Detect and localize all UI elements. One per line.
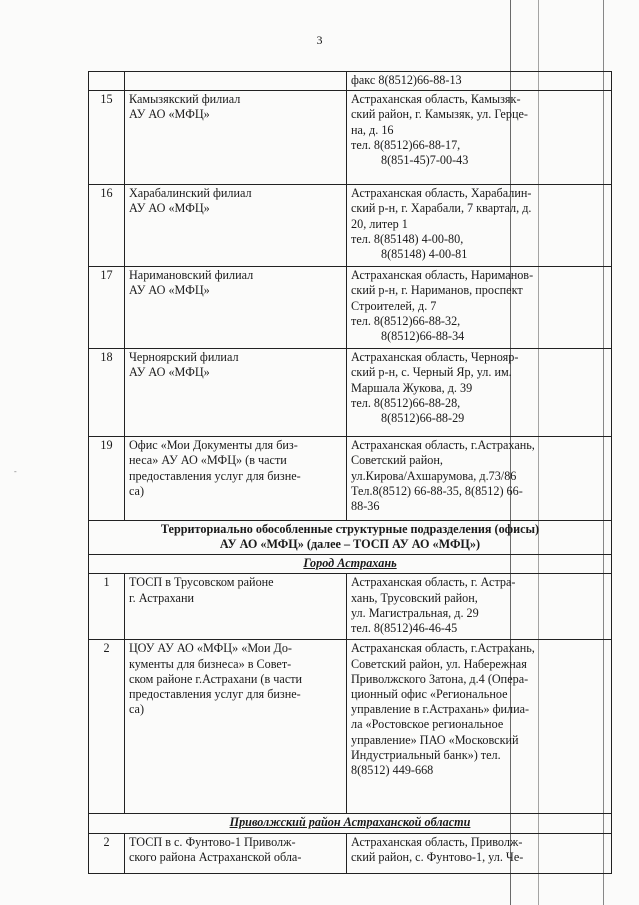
address-line: ла «Ростовское региональное	[351, 717, 504, 732]
phone-line: тел. 8(8512)46-46-45	[351, 621, 458, 636]
phone-line: 8(8512) 449-668	[351, 763, 434, 778]
address-line: Астраханская область, Камызяк-	[351, 92, 521, 107]
office-name-line: кументы для бизнеса» в Совет-	[129, 656, 292, 671]
row-number: 1	[89, 574, 125, 640]
office-name-line: ском районе г.Астрахани (в части	[129, 671, 303, 686]
name-cell	[125, 267, 347, 349]
name-cell	[125, 72, 347, 91]
phone-line: 88-36	[351, 499, 380, 514]
office-name-line: Камызякский филиал	[129, 92, 241, 107]
address-line: ский р-н, г. Харабали, 7 квартал, д.	[351, 201, 532, 216]
address-line: Советский район, ул. Набережная	[351, 656, 527, 671]
address-line: на, д. 16	[351, 122, 394, 137]
office-name-line: ТОСП в Трусовском районе	[129, 575, 274, 590]
table-row	[89, 833, 612, 873]
table-row	[89, 349, 612, 437]
row-number: 18	[89, 349, 125, 437]
section-heading-line: АУ АО «МФЦ» (далее – ТОСП АУ АО «МФЦ»)	[219, 537, 481, 552]
subsection-title: Город Астрахань	[303, 556, 397, 571]
subsection-heading	[89, 814, 612, 833]
row-number: 17	[89, 267, 125, 349]
address-cell	[347, 267, 612, 349]
phone-line: тел. 8(8512)66-88-32,	[351, 313, 461, 328]
address-line: Приволжского Затона, д.4 (Опера-	[351, 671, 529, 686]
address-line: 20, литер 1	[351, 216, 408, 231]
address-cell	[347, 349, 612, 437]
address-line: ул.Кирова/Ахшарумова, д.73/86	[351, 468, 517, 483]
row-number: 15	[89, 91, 125, 185]
address-line: Астраханская область, г.Астрахань,	[351, 438, 535, 453]
address-line: Советский район,	[351, 453, 443, 468]
address-line: ский р-н, с. Черный Яр, ул. им.	[351, 365, 512, 380]
row-number: 2	[89, 833, 125, 873]
address-line: Астраханская область, Приволж-	[351, 834, 523, 849]
office-name-line: АУ АО «МФЦ»	[129, 365, 210, 380]
address-line: Астраханская область, г. Астра-	[351, 575, 516, 590]
address-line: ционный офис «Региональное	[351, 687, 508, 702]
mfc-offices-table	[88, 71, 612, 874]
name-cell	[125, 833, 347, 873]
office-name-line: ТОСП в с. Фунтово-1 Приволж-	[129, 834, 296, 849]
margin-mark: -	[14, 467, 17, 476]
table-row	[89, 185, 612, 267]
phone-line: 8(8512)66-88-29	[381, 411, 465, 426]
address-line: ский район, г. Камызяк, ул. Герце-	[351, 107, 528, 122]
office-name-line: ЦОУ АУ АО «МФЦ» «Мои До-	[129, 641, 292, 656]
table-row-fax	[89, 72, 612, 91]
address-line: факс 8(8512)66-88-13	[351, 73, 462, 87]
phone-line: 8(85148) 4-00-81	[381, 247, 468, 262]
row-number: 19	[89, 437, 125, 521]
section-heading-line: Территориально обособленные структурные подразделения (офисы)	[160, 522, 540, 537]
page-number: 3	[316, 33, 323, 47]
address-line: Индустриальный банк») тел.	[351, 747, 501, 762]
name-cell	[125, 574, 347, 640]
office-name-line: Черноярский филиал	[129, 350, 239, 365]
office-name-line: са)	[129, 702, 145, 717]
office-name-line: неса» АУ АО «МФЦ» (в части	[129, 453, 287, 468]
address-cell	[347, 72, 612, 91]
phone-line: 8(8512)66-88-34	[381, 329, 465, 344]
table-row	[89, 267, 612, 349]
name-cell	[125, 437, 347, 521]
table-row	[89, 437, 612, 521]
name-cell	[125, 185, 347, 267]
address-cell	[347, 833, 612, 873]
table-row	[89, 91, 612, 185]
name-cell	[125, 91, 347, 185]
office-name-line: Офис «Мои Документы для биз-	[129, 438, 298, 453]
subsection-row	[89, 555, 612, 574]
office-name-line: АУ АО «МФЦ»	[129, 283, 210, 298]
name-cell	[125, 640, 347, 814]
subsection-row	[89, 814, 612, 833]
address-line: управление в г.Астрахань» филиа-	[351, 702, 530, 717]
office-name-line: предоставления услуг для бизне-	[129, 468, 301, 483]
address-cell	[347, 640, 612, 814]
name-cell	[125, 349, 347, 437]
row-number: 16	[89, 185, 125, 267]
table-row	[89, 574, 612, 640]
office-name-line: предоставления услуг для бизне-	[129, 687, 301, 702]
phone-line: тел. 8(85148) 4-00-80,	[351, 231, 464, 246]
office-name-line: ского района Астраханской обла-	[129, 849, 302, 864]
address-line: Строителей, д. 7	[351, 298, 437, 313]
office-name-line: г. Астрахани	[129, 590, 194, 605]
address-line: Астраханская область, Нариманов-	[351, 268, 534, 283]
address-cell	[347, 91, 612, 185]
address-line: управление» ПАО «Московский	[351, 732, 519, 747]
address-line: ский район, с. Фунтово-1, ул. Че-	[351, 849, 524, 864]
office-name-line: Харабалинский филиал	[129, 186, 252, 201]
row-number: 2	[89, 640, 125, 814]
address-line: Астраханская область, г.Астрахань,	[351, 641, 535, 656]
phone-line: Тел.8(8512) 66-88-35, 8(8512) 66-	[351, 483, 523, 498]
address-cell	[347, 185, 612, 267]
subsection-title: Приволжский район Астраханской области	[229, 815, 471, 830]
phone-line: 8(851-45)7-00-43	[381, 153, 469, 168]
address-line: ул. Магистральная, д. 29	[351, 605, 479, 620]
address-line: Маршала Жукова, д. 39	[351, 380, 473, 395]
phone-line: тел. 8(8512)66-88-28,	[351, 395, 461, 410]
phone-line: тел. 8(8512)66-88-17,	[351, 137, 461, 152]
address-line: Астраханская область, Чернояр-	[351, 350, 519, 365]
section-heading-row	[89, 521, 612, 555]
office-name-line: са)	[129, 483, 145, 498]
address-cell	[347, 574, 612, 640]
office-name-line: АУ АО «МФЦ»	[129, 201, 210, 216]
address-cell	[347, 437, 612, 521]
office-name-line: Наримановский филиал	[129, 268, 254, 283]
address-line: хань, Трусовский район,	[351, 590, 478, 605]
address-line: ский р-н, г. Нариманов, проспект	[351, 283, 523, 298]
num-cell	[89, 72, 125, 91]
subsection-heading	[89, 555, 612, 574]
office-name-line: АУ АО «МФЦ»	[129, 107, 210, 122]
table-row	[89, 640, 612, 814]
section-heading	[89, 521, 612, 555]
address-line: Астраханская область, Харабалин-	[351, 186, 532, 201]
